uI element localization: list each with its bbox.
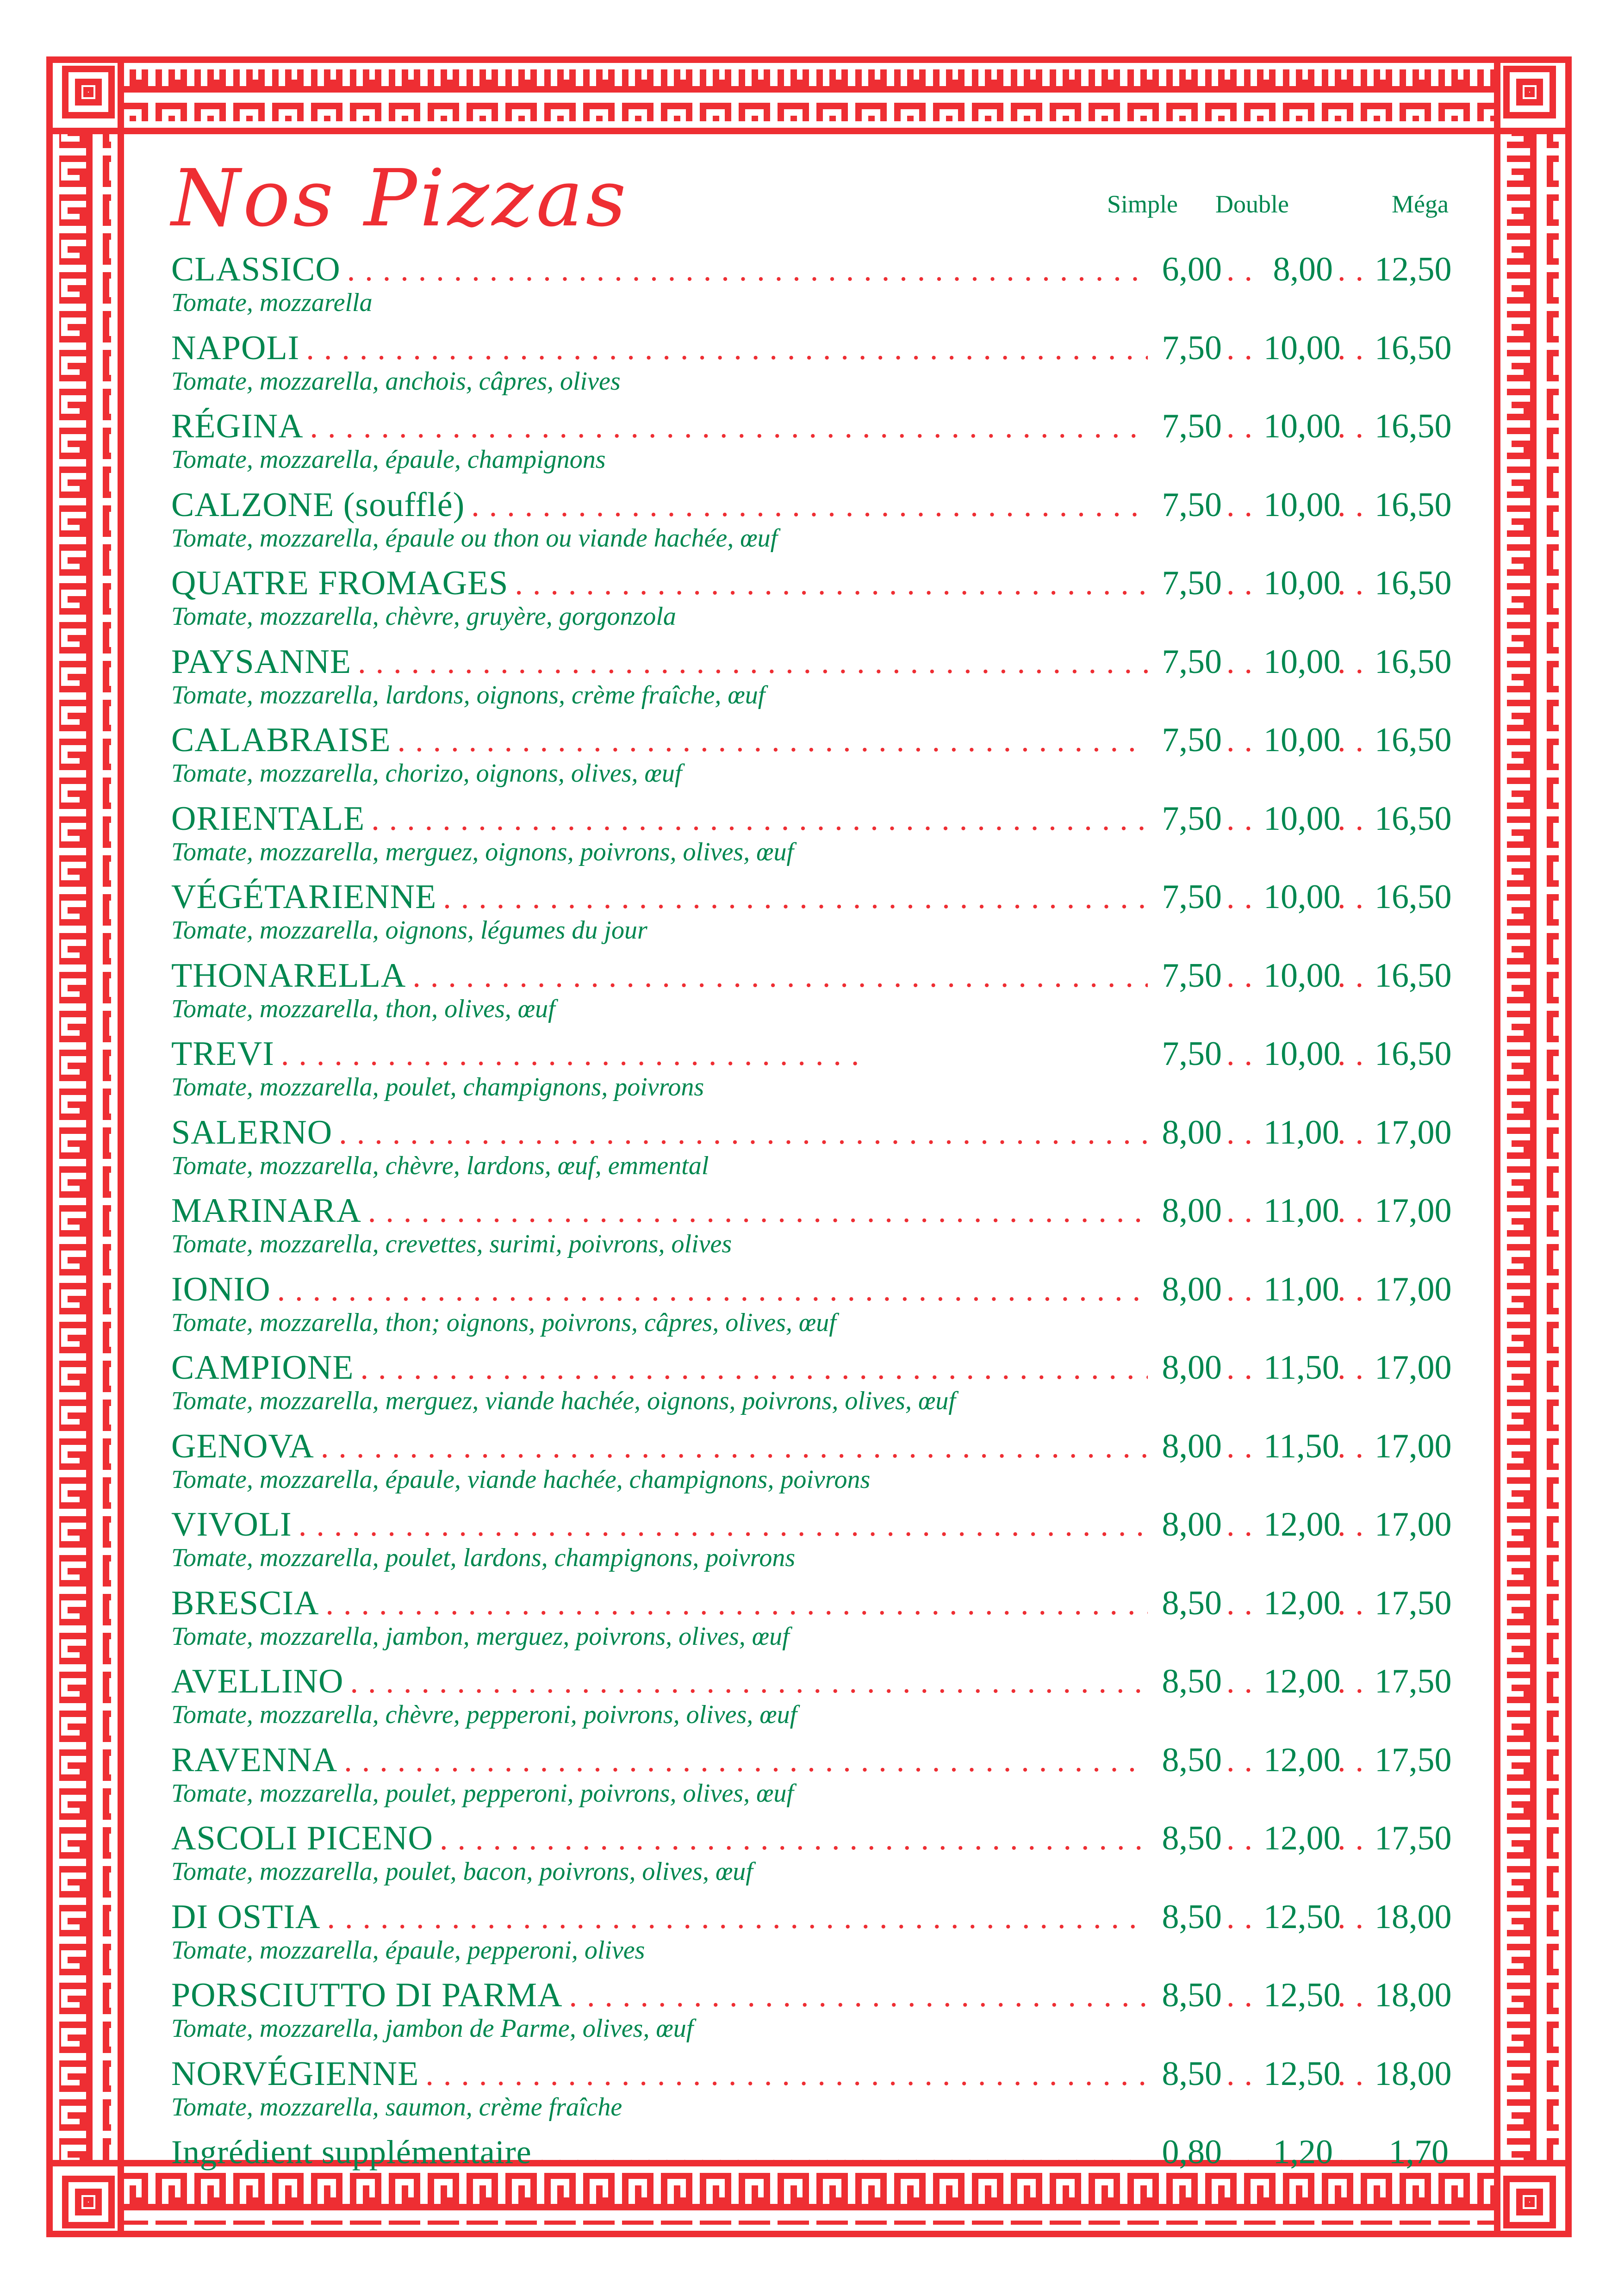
- pizza-list: [171, 250, 1452, 2211]
- pizza-ingredients: Tomate, mozzarella, épaule, pepperoni, olives: [171, 1935, 645, 1965]
- price-simple: 8,00: [1162, 1506, 1222, 1543]
- dot-leader: [1222, 1272, 1263, 1309]
- dot-leader: [299, 330, 1148, 367]
- price-simple: 8,50: [1162, 1898, 1222, 1936]
- menu-item: [171, 1270, 1452, 1349]
- extra-ingredient-label: Ingrédient supplémentaire: [171, 2134, 532, 2171]
- menu-item: [171, 1976, 1452, 2054]
- price-double: 10,00: [1263, 642, 1341, 681]
- extra-ingredient: [171, 2133, 1449, 2211]
- dot-leader: [1222, 1742, 1263, 1780]
- pizza-name: CAMPIONE: [171, 1349, 354, 1387]
- dot-leader: [1222, 2056, 1263, 2093]
- price-simple: 8,50: [1162, 1741, 1222, 1779]
- price-mega: 16,50: [1375, 407, 1452, 445]
- pizza-ingredients: Tomate, mozzarella, chèvre, pepperoni, poivrons, olives, œuf: [171, 1700, 797, 1729]
- dot-leader: [1333, 1115, 1375, 1152]
- dot-leader: [1333, 1978, 1375, 2015]
- pizza-name: RAVENNA: [171, 1741, 338, 1779]
- pizza-ingredients: Tomate, mozzarella: [171, 288, 373, 317]
- dot-leader: [1222, 801, 1263, 838]
- price-double: 11,00: [1263, 1192, 1339, 1230]
- dot-leader: [563, 1978, 1148, 2015]
- menu-item: [171, 329, 1452, 407]
- corner-ornament-tr: [1506, 69, 1553, 115]
- dot-leader: [1333, 958, 1375, 995]
- menu-item-row: [171, 1741, 1452, 1782]
- price-mega: 16,50: [1375, 956, 1452, 995]
- menu-item-row: [171, 2133, 1449, 2174]
- column-header-double: Double: [1215, 190, 1289, 218]
- pizza-name: TREVI: [171, 1035, 274, 1073]
- pizza-ingredients: Tomate, mozzarella, épaule, champignons: [171, 445, 606, 474]
- menu-item-row: [171, 642, 1452, 684]
- price-double: 12,50: [1263, 1976, 1341, 2014]
- pizza-ingredients: Tomate, mozzarella, saumon, crème fraîche: [171, 2092, 622, 2122]
- pizza-ingredients: Tomate, mozzarella, thon, olives, œuf: [171, 994, 555, 1023]
- dot-leader: [351, 644, 1148, 681]
- price-mega: 16,50: [1375, 329, 1452, 367]
- menu-item-row: [171, 1584, 1452, 1625]
- price-simple: 8,50: [1162, 2054, 1222, 2093]
- price-simple: 7,50: [1162, 956, 1222, 995]
- pizza-ingredients: Tomate, mozzarella, poulet, bacon, poivrons, olives, œuf: [171, 1857, 753, 1886]
- menu-item: [171, 1113, 1452, 1192]
- menu-item: [171, 1584, 1452, 1662]
- dot-leader: [1333, 409, 1375, 446]
- dot-leader: [365, 801, 1148, 838]
- price-simple: 8,00: [1162, 1270, 1222, 1308]
- dot-leader: [304, 409, 1148, 446]
- price-mega: 18,00: [1375, 2054, 1452, 2093]
- menu-item: [171, 1662, 1452, 1741]
- dot-leader: [1333, 1193, 1375, 1230]
- menu-item: [171, 564, 1452, 642]
- price-double: 12,50: [1263, 2054, 1341, 2093]
- menu-item: [171, 877, 1452, 956]
- pizza-name: PAYSANNE: [171, 642, 352, 681]
- dot-leader: [1333, 566, 1375, 603]
- dot-leader: [1333, 330, 1375, 367]
- menu-item: [171, 1898, 1452, 1976]
- price-simple: 8,50: [1162, 1819, 1222, 1857]
- price-double: 11,50: [1263, 1427, 1339, 1465]
- menu-item: [171, 721, 1452, 799]
- menu-item-row: [171, 329, 1452, 370]
- price-simple: 7,50: [1162, 721, 1222, 759]
- dot-leader: [1222, 1664, 1263, 1701]
- dot-leader: [354, 1350, 1148, 1387]
- pizza-name: AVELLINO: [171, 1662, 344, 1700]
- dot-leader: [1333, 1507, 1375, 1544]
- dot-leader: [465, 487, 1148, 524]
- pizza-name: IONIO: [171, 1270, 271, 1308]
- dot-leader: [1222, 2134, 1263, 2172]
- dot-leader: [1222, 409, 1263, 446]
- dot-leader: [332, 1115, 1148, 1152]
- pizza-name: GENOVA: [171, 1427, 314, 1465]
- menu-item-row: [171, 1191, 1452, 1233]
- pizza-name: BRESCIA: [171, 1584, 319, 1622]
- pizza-ingredients: Tomate, mozzarella, crevettes, surimi, poivrons, olives: [171, 1230, 732, 1258]
- pizza-name: NAPOLI: [171, 329, 300, 367]
- dot-leader: [1333, 2056, 1375, 2093]
- price-mega: 17,50: [1375, 1662, 1452, 1700]
- meander-left: [59, 134, 111, 2160]
- price-simple: 8,50: [1162, 1584, 1222, 1622]
- dot-leader: [1222, 1978, 1263, 2015]
- price-double: 11,00: [1263, 1270, 1339, 1308]
- price-simple: 6,00: [1162, 250, 1222, 288]
- price-simple: 7,50: [1162, 485, 1222, 524]
- dot-leader: [337, 1742, 1148, 1780]
- price-mega: 17,00: [1375, 1349, 1452, 1387]
- price-mega: 16,50: [1375, 485, 1452, 524]
- price-simple: 7,50: [1162, 407, 1222, 445]
- pizza-ingredients: Tomate, mozzarella, poulet, champignons, poivrons: [171, 1073, 704, 1101]
- price-mega: 16,50: [1375, 1035, 1452, 1073]
- pizza-name: PORSCIUTTO DI PARMA: [171, 1976, 563, 2014]
- pizza-name: ASCOLI PICENO: [171, 1819, 433, 1857]
- price-mega: 16,50: [1375, 642, 1452, 681]
- price-double: 10,00: [1263, 1035, 1341, 1073]
- dot-leader: [1222, 252, 1263, 289]
- pizza-name: DI OSTIA: [171, 1898, 321, 1936]
- menu-item-row: [171, 564, 1452, 605]
- dot-leader: [1333, 1664, 1375, 1701]
- dot-leader: [320, 1899, 1148, 1936]
- dot-leader: [406, 958, 1148, 995]
- pizza-name: CALABRAISE: [171, 721, 391, 759]
- pizza-name: RÉGINA: [171, 407, 304, 445]
- menu-item-row: [171, 877, 1452, 919]
- dot-leader: [319, 1586, 1148, 1623]
- meander-top: [124, 69, 1494, 121]
- menu-item: [171, 1741, 1452, 1819]
- dot-leader: [343, 1664, 1148, 1701]
- price-simple: 7,50: [1162, 642, 1222, 681]
- price-simple: 8,50: [1162, 1662, 1222, 1700]
- dot-leader: [1333, 1350, 1375, 1387]
- pizza-ingredients: Tomate, mozzarella, thon; oignons, poivrons, câpres, olives, œuf: [171, 1308, 836, 1337]
- dot-leader: [1333, 487, 1375, 524]
- dot-leader: [271, 1272, 1148, 1309]
- pizza-ingredients: Tomate, mozzarella, merguez, oignons, poivrons, olives, œuf: [171, 837, 794, 866]
- pizza-ingredients: Tomate, mozzarella, poulet, lardons, champignons, poivrons: [171, 1543, 796, 1572]
- dot-leader: [314, 1429, 1148, 1466]
- price-double: 10,00: [1263, 956, 1341, 995]
- dot-leader: [274, 1036, 859, 1073]
- price-double: 12,00: [1263, 1741, 1341, 1779]
- price-double: 11,00: [1263, 1113, 1339, 1151]
- dot-leader: [1222, 1507, 1263, 1544]
- pizza-name: VIVOLI: [171, 1506, 292, 1543]
- menu-item: [171, 1819, 1452, 1898]
- pizza-ingredients: Tomate, mozzarella, anchois, câpres, olives: [171, 367, 621, 396]
- price-double: 12,50: [1263, 1898, 1341, 1936]
- menu-item: [171, 1191, 1452, 1270]
- menu-item-row: [171, 721, 1452, 762]
- dot-leader: [1222, 644, 1263, 681]
- price-double: 1,20: [1273, 2133, 1333, 2171]
- pizza-name: CALZONE (soufflé): [171, 485, 465, 524]
- dot-leader: [1333, 1429, 1375, 1466]
- price-simple: 7,50: [1162, 329, 1222, 367]
- column-header-mega: Méga: [1392, 190, 1449, 218]
- dot-leader: [1222, 1193, 1263, 1230]
- dot-leader: [419, 2056, 1148, 2093]
- dot-leader: [1333, 1586, 1375, 1623]
- dot-leader: [1222, 1899, 1263, 1936]
- menu-item: [171, 642, 1452, 721]
- dot-leader: [361, 1193, 1148, 1230]
- price-mega: 17,00: [1375, 1506, 1452, 1543]
- price-mega: 17,00: [1375, 1113, 1452, 1151]
- dot-leader: [1333, 879, 1375, 916]
- pizza-name: SALERNO: [171, 1113, 333, 1151]
- meander-right: [1507, 134, 1559, 2160]
- dot-leader: [1222, 487, 1263, 524]
- price-simple: 7,50: [1162, 1035, 1222, 1073]
- corner-ornament-bl: [65, 2179, 112, 2225]
- dot-leader: [1333, 1036, 1375, 1073]
- price-mega: 12,50: [1375, 250, 1452, 288]
- menu-item: [171, 407, 1452, 485]
- price-simple: 8,00: [1162, 1113, 1222, 1151]
- pizza-ingredients: Tomate, mozzarella, merguez, viande hachée, oignons, poivrons, olives, œuf: [171, 1387, 956, 1415]
- price-simple: 8,00: [1162, 1427, 1222, 1465]
- dot-leader: [1333, 1742, 1375, 1780]
- menu-item-row: [171, 407, 1452, 448]
- pizza-name: ORIENTALE: [171, 799, 365, 838]
- menu-item-row: [171, 2054, 1452, 2096]
- pizza-name: NORVÉGIENNE: [171, 2054, 419, 2093]
- dot-leader: [1333, 2134, 1375, 2172]
- menu-item: [171, 1427, 1452, 1506]
- pizza-name: VÉGÉTARIENNE: [171, 878, 437, 916]
- pizza-ingredients: Tomate, mozzarella, lardons, oignons, crème fraîche, œuf: [171, 680, 765, 709]
- menu-item-row: [171, 1270, 1452, 1312]
- price-double: 10,00: [1263, 799, 1341, 838]
- dot-leader: [433, 1821, 1148, 1858]
- pizza-ingredients: Tomate, mozzarella, jambon de Parme, olives, œuf: [171, 2014, 694, 2043]
- dot-leader: [391, 722, 1148, 759]
- dot-leader: [1222, 1036, 1263, 1073]
- pizza-ingredients: Tomate, mozzarella, oignons, légumes du jour: [171, 916, 647, 945]
- price-mega: 17,50: [1375, 1819, 1452, 1857]
- pizza-name: THONARELLA: [171, 956, 406, 995]
- menu-item-row: [171, 1113, 1452, 1155]
- corner-ornament-br: [1506, 2179, 1553, 2225]
- dot-leader: [1222, 1115, 1263, 1152]
- pizza-ingredients: Tomate, mozzarella, épaule ou thon ou viande hachée, œuf: [171, 523, 778, 553]
- menu-item: [171, 956, 1452, 1035]
- pizza-ingredients: Tomate, mozzarella, chèvre, lardons, œuf, emmental: [171, 1151, 709, 1180]
- dot-leader: [1222, 1821, 1263, 1858]
- dot-leader: [1222, 330, 1263, 367]
- dot-leader: [1222, 722, 1263, 759]
- menu-item: [171, 1034, 1452, 1113]
- pizza-ingredients: Tomate, mozzarella, poulet, pepperoni, poivrons, olives, œuf: [171, 1779, 794, 1808]
- menu-item-row: [171, 1898, 1452, 1939]
- menu-item: [171, 2054, 1452, 2133]
- dot-leader: [1222, 879, 1263, 916]
- price-mega: 16,50: [1375, 564, 1452, 602]
- price-double: 10,00: [1263, 407, 1341, 445]
- price-mega: 18,00: [1375, 1976, 1452, 2014]
- pizza-ingredients: Tomate, mozzarella, jambon, merguez, poivrons, olives, œuf: [171, 1622, 790, 1651]
- price-mega: 17,00: [1375, 1192, 1452, 1230]
- dot-leader: [436, 879, 1148, 916]
- menu-item: [171, 799, 1452, 878]
- dot-leader: [1333, 252, 1375, 289]
- price-mega: 17,00: [1375, 1270, 1452, 1308]
- dot-leader: [1333, 1899, 1375, 1936]
- dot-leader: [1333, 801, 1375, 838]
- column-header-simple: Simple: [1107, 190, 1178, 218]
- page-title: Nos Pizzas: [171, 153, 629, 244]
- dot-leader: [1222, 1429, 1263, 1466]
- menu-item-row: [171, 1976, 1452, 2017]
- pizza-name: MARINARA: [171, 1192, 361, 1230]
- price-double: 8,00: [1273, 250, 1333, 288]
- menu-item-row: [171, 1034, 1452, 1076]
- pizza-ingredients: Tomate, mozzarella, chorizo, oignons, olives, œuf: [171, 759, 682, 788]
- dot-leader: [1333, 722, 1375, 759]
- dot-leader: [292, 1507, 1148, 1544]
- menu-item-row: [171, 250, 1452, 292]
- pizza-name: QUATRE FROMAGES: [171, 564, 509, 602]
- menu-item-row: [171, 1662, 1452, 1704]
- price-mega: 16,50: [1375, 878, 1452, 916]
- dot-leader: [1333, 1272, 1375, 1309]
- price-double: 10,00: [1263, 329, 1341, 367]
- price-simple: 8,00: [1162, 1349, 1222, 1387]
- price-simple: 0,80: [1162, 2133, 1222, 2171]
- dot-leader: [341, 252, 1148, 289]
- price-mega: 16,50: [1375, 799, 1452, 838]
- dot-leader: [532, 2134, 1148, 2172]
- price-double: 12,00: [1263, 1819, 1341, 1857]
- dot-leader: [1222, 1350, 1263, 1387]
- price-mega: 17,50: [1375, 1584, 1452, 1622]
- dot-leader: [1333, 644, 1375, 681]
- price-simple: 8,00: [1162, 1192, 1222, 1230]
- price-mega: 17,00: [1375, 1427, 1452, 1465]
- price-double: 11,50: [1263, 1349, 1339, 1387]
- price-mega: 1,70: [1388, 2133, 1449, 2171]
- price-double: 12,00: [1263, 1584, 1341, 1622]
- price-double: 10,00: [1263, 485, 1341, 524]
- menu-item-row: [171, 799, 1452, 841]
- pizza-ingredients: Tomate, mozzarella, chèvre, gruyère, gorgonzola: [171, 602, 676, 631]
- dot-leader: [1222, 566, 1263, 603]
- dot-leader: [1222, 958, 1263, 995]
- dot-leader: [1333, 1821, 1375, 1858]
- menu-item-row: [171, 1819, 1452, 1860]
- price-double: 10,00: [1263, 721, 1341, 759]
- dot-leader: [1222, 1586, 1263, 1623]
- pizza-ingredients: Tomate, mozzarella, épaule, viande hachée, champignons, poivrons: [171, 1465, 871, 1494]
- menu-item-row: [171, 1348, 1452, 1390]
- menu-item-row: [171, 956, 1452, 998]
- pizza-name: CLASSICO: [171, 250, 341, 288]
- dot-leader: [508, 566, 1148, 603]
- price-mega: 17,50: [1375, 1741, 1452, 1779]
- price-simple: 7,50: [1162, 799, 1222, 838]
- menu-item-row: [171, 485, 1452, 527]
- menu-item-row: [171, 1505, 1452, 1547]
- price-double: 12,00: [1263, 1506, 1341, 1543]
- menu-item: [171, 485, 1452, 564]
- price-double: 12,00: [1263, 1662, 1341, 1700]
- price-simple: 7,50: [1162, 878, 1222, 916]
- price-simple: 8,50: [1162, 1976, 1222, 2014]
- price-double: 10,00: [1263, 564, 1341, 602]
- corner-ornament-tl: [65, 69, 112, 115]
- price-mega: 16,50: [1375, 721, 1452, 759]
- menu-item: [171, 1505, 1452, 1584]
- menu-item: [171, 1348, 1452, 1427]
- price-simple: 7,50: [1162, 564, 1222, 602]
- price-mega: 18,00: [1375, 1898, 1452, 1936]
- menu-item-row: [171, 1427, 1452, 1468]
- menu-item: [171, 250, 1452, 329]
- price-double: 10,00: [1263, 878, 1341, 916]
